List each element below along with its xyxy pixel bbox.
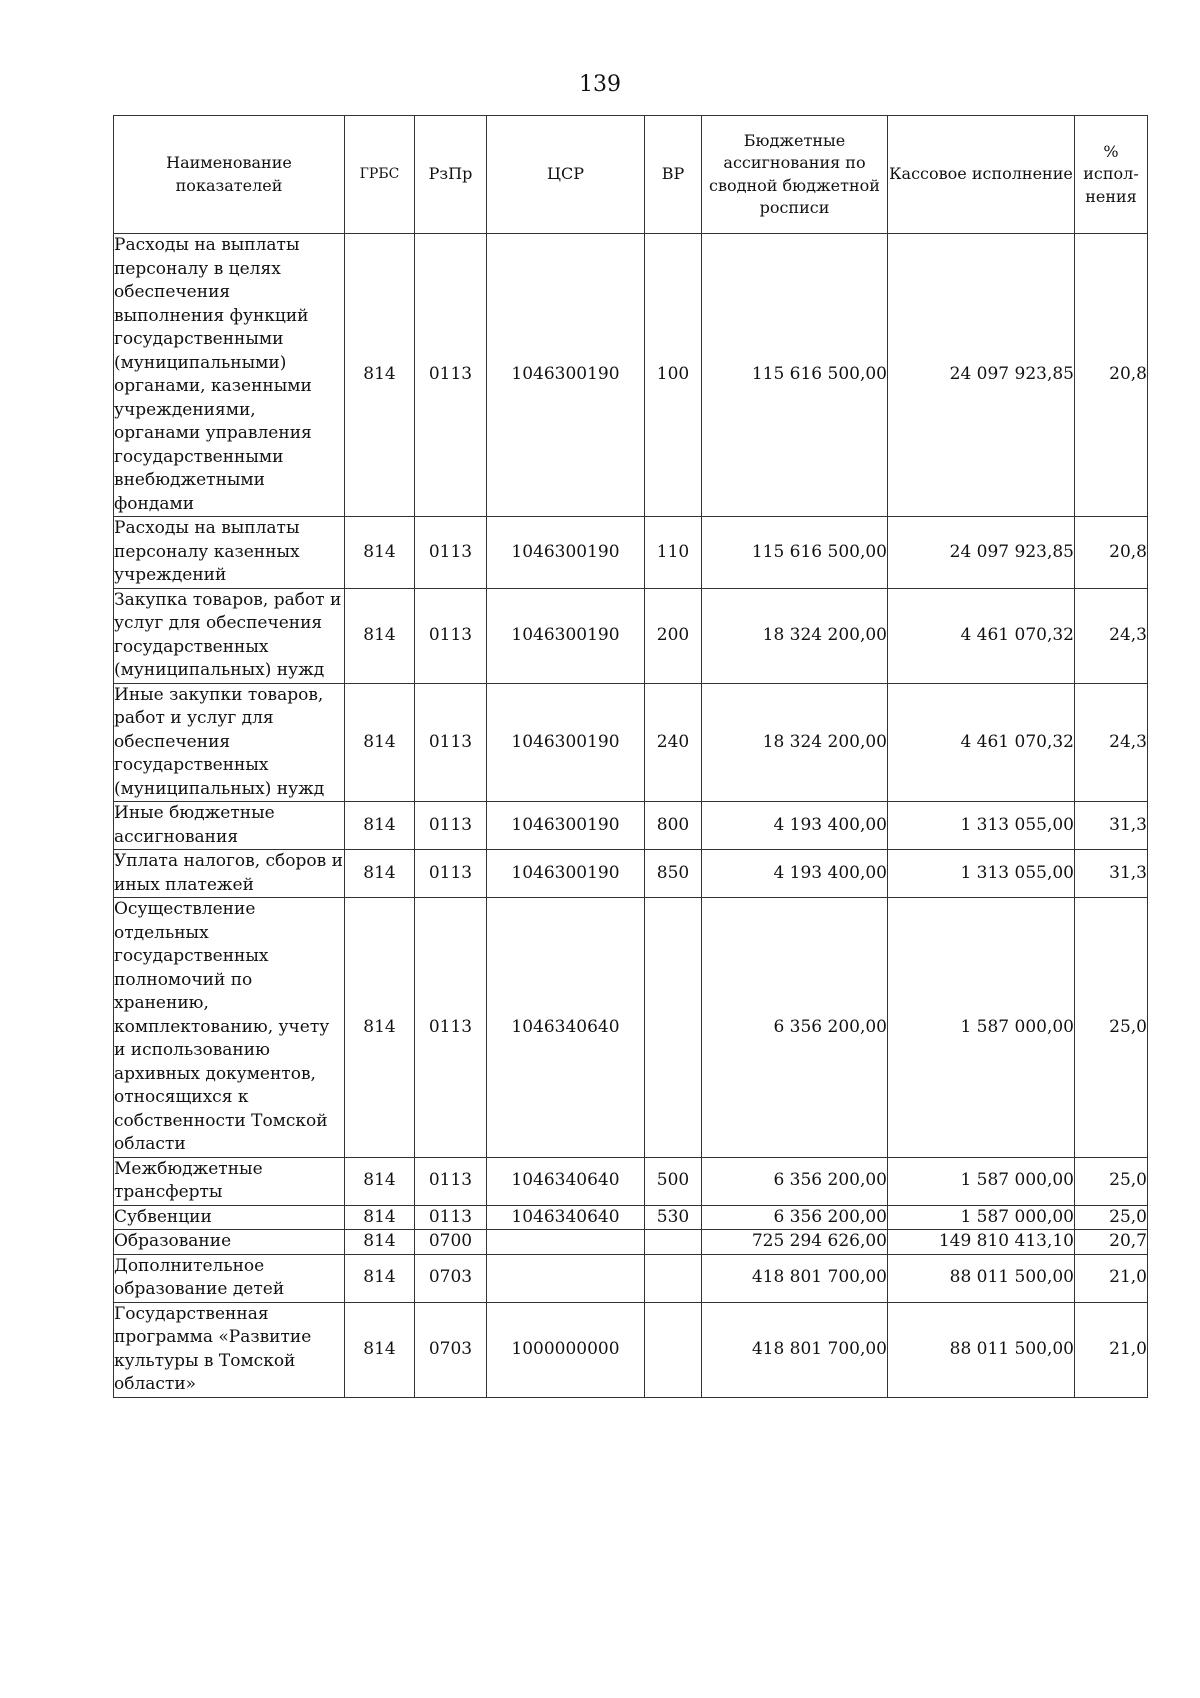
row-grbs: 814 <box>345 1205 415 1230</box>
table-row <box>114 234 1148 517</box>
row-grbs: 814 <box>345 1302 415 1397</box>
row-vr: 200 <box>645 588 702 683</box>
row-budget: 6 356 200,00 <box>702 1157 888 1205</box>
row-rzpr: 0113 <box>415 850 487 898</box>
row-name: Иные закупки товаров, работ и услуг для обеспечения государственных (муниципальных) нужд <box>114 683 345 802</box>
row-vr <box>645 1230 702 1255</box>
header-budget: Бюджетные ассигнования по сводной бюджетной росписи <box>702 116 888 234</box>
row-grbs: 814 <box>345 898 415 1158</box>
row-vr: 800 <box>645 802 702 850</box>
row-name: Государственная программа «Развитие культуры в Томской области» <box>114 1302 345 1397</box>
table-row <box>114 1230 1148 1255</box>
row-grbs: 814 <box>345 588 415 683</box>
row-percent: 25,0 <box>1075 898 1148 1158</box>
row-cash: 24 097 923,85 <box>888 517 1075 589</box>
row-budget: 6 356 200,00 <box>702 1205 888 1230</box>
header-name: Наименование показателей <box>114 116 345 234</box>
row-vr: 240 <box>645 683 702 802</box>
row-vr <box>645 898 702 1158</box>
header-percent: % испол-нения <box>1075 116 1148 234</box>
row-rzpr: 0700 <box>415 1230 487 1255</box>
row-budget: 6 356 200,00 <box>702 898 888 1158</box>
row-budget: 115 616 500,00 <box>702 517 888 589</box>
row-csr: 1046300190 <box>487 683 645 802</box>
budget-table <box>113 115 1148 1398</box>
row-percent: 25,0 <box>1075 1157 1148 1205</box>
header-cash: Кассовое исполнение <box>888 116 1075 234</box>
row-cash: 1 587 000,00 <box>888 1157 1075 1205</box>
header-rzpr: РзПр <box>415 116 487 234</box>
row-percent: 24,3 <box>1075 588 1148 683</box>
row-budget: 418 801 700,00 <box>702 1254 888 1302</box>
table-row <box>114 898 1148 1158</box>
row-name: Образование <box>114 1230 345 1255</box>
table-row <box>114 850 1148 898</box>
row-csr: 1000000000 <box>487 1302 645 1397</box>
row-name: Уплата налогов, сборов и иных платежей <box>114 850 345 898</box>
row-csr: 1046300190 <box>487 234 645 517</box>
row-name: Расходы на выплаты персоналу казенных учреждений <box>114 517 345 589</box>
row-vr: 110 <box>645 517 702 589</box>
row-cash: 1 313 055,00 <box>888 850 1075 898</box>
row-percent: 20,8 <box>1075 234 1148 517</box>
row-budget: 725 294 626,00 <box>702 1230 888 1255</box>
row-cash: 1 587 000,00 <box>888 1205 1075 1230</box>
table-row <box>114 683 1148 802</box>
row-cash: 88 011 500,00 <box>888 1254 1075 1302</box>
row-grbs: 814 <box>345 802 415 850</box>
row-vr: 850 <box>645 850 702 898</box>
table-row <box>114 802 1148 850</box>
row-grbs: 814 <box>345 850 415 898</box>
row-budget: 4 193 400,00 <box>702 802 888 850</box>
row-cash: 4 461 070,32 <box>888 683 1075 802</box>
row-cash: 1 587 000,00 <box>888 898 1075 1158</box>
page-number: 139 <box>579 72 621 97</box>
row-budget: 115 616 500,00 <box>702 234 888 517</box>
row-budget: 4 193 400,00 <box>702 850 888 898</box>
row-rzpr: 0113 <box>415 683 487 802</box>
row-cash: 1 313 055,00 <box>888 802 1075 850</box>
row-cash: 149 810 413,10 <box>888 1230 1075 1255</box>
row-cash: 24 097 923,85 <box>888 234 1075 517</box>
table-row <box>114 1302 1148 1397</box>
row-grbs: 814 <box>345 517 415 589</box>
row-rzpr: 0113 <box>415 588 487 683</box>
row-csr: 1046300190 <box>487 517 645 589</box>
row-vr: 100 <box>645 234 702 517</box>
row-grbs: 814 <box>345 1254 415 1302</box>
row-rzpr: 0113 <box>415 1157 487 1205</box>
row-vr: 530 <box>645 1205 702 1230</box>
row-name: Расходы на выплаты персоналу в целях обеспечения выполнения функций государственными (муниципальными) органами, казенными учреждениями, органами управления государственными внебюджетными фондами <box>114 234 345 517</box>
row-name: Межбюджетные трансферты <box>114 1157 345 1205</box>
row-percent: 21,0 <box>1075 1302 1148 1397</box>
row-percent: 20,7 <box>1075 1230 1148 1255</box>
row-csr <box>487 1254 645 1302</box>
row-rzpr: 0113 <box>415 1205 487 1230</box>
row-csr: 1046340640 <box>487 898 645 1158</box>
row-rzpr: 0703 <box>415 1254 487 1302</box>
table-header-row <box>114 116 1148 234</box>
row-grbs: 814 <box>345 234 415 517</box>
table-row <box>114 1157 1148 1205</box>
row-percent: 31,3 <box>1075 802 1148 850</box>
row-vr <box>645 1254 702 1302</box>
row-percent: 25,0 <box>1075 1205 1148 1230</box>
row-csr: 1046340640 <box>487 1205 645 1230</box>
row-percent: 24,3 <box>1075 683 1148 802</box>
row-cash: 4 461 070,32 <box>888 588 1075 683</box>
table-body <box>114 234 1148 1398</box>
row-csr: 1046300190 <box>487 588 645 683</box>
table-row <box>114 588 1148 683</box>
row-rzpr: 0703 <box>415 1302 487 1397</box>
header-vr: ВР <box>645 116 702 234</box>
row-percent: 31,3 <box>1075 850 1148 898</box>
row-percent: 20,8 <box>1075 517 1148 589</box>
header-grbs: ГРБС <box>345 116 415 234</box>
row-name: Иные бюджетные ассигнования <box>114 802 345 850</box>
row-name: Субвенции <box>114 1205 345 1230</box>
header-csr: ЦСР <box>487 116 645 234</box>
table-row <box>114 1254 1148 1302</box>
row-name: Осуществление отдельных государственных полномочий по хранению, комплектованию, учету и использованию архивных документов, относящихся к собственности Томской области <box>114 898 345 1158</box>
row-percent: 21,0 <box>1075 1254 1148 1302</box>
row-name: Дополнительное образование детей <box>114 1254 345 1302</box>
row-grbs: 814 <box>345 1157 415 1205</box>
table-row <box>114 1205 1148 1230</box>
row-csr: 1046300190 <box>487 850 645 898</box>
row-csr: 1046300190 <box>487 802 645 850</box>
row-rzpr: 0113 <box>415 234 487 517</box>
row-grbs: 814 <box>345 1230 415 1255</box>
row-grbs: 814 <box>345 683 415 802</box>
row-budget: 18 324 200,00 <box>702 588 888 683</box>
row-cash: 88 011 500,00 <box>888 1302 1075 1397</box>
row-csr <box>487 1230 645 1255</box>
row-rzpr: 0113 <box>415 517 487 589</box>
row-name: Закупка товаров, работ и услуг для обеспечения государственных (муниципальных) нужд <box>114 588 345 683</box>
row-vr <box>645 1302 702 1397</box>
row-rzpr: 0113 <box>415 802 487 850</box>
row-budget: 418 801 700,00 <box>702 1302 888 1397</box>
row-budget: 18 324 200,00 <box>702 683 888 802</box>
row-rzpr: 0113 <box>415 898 487 1158</box>
row-vr: 500 <box>645 1157 702 1205</box>
row-csr: 1046340640 <box>487 1157 645 1205</box>
table-row <box>114 517 1148 589</box>
